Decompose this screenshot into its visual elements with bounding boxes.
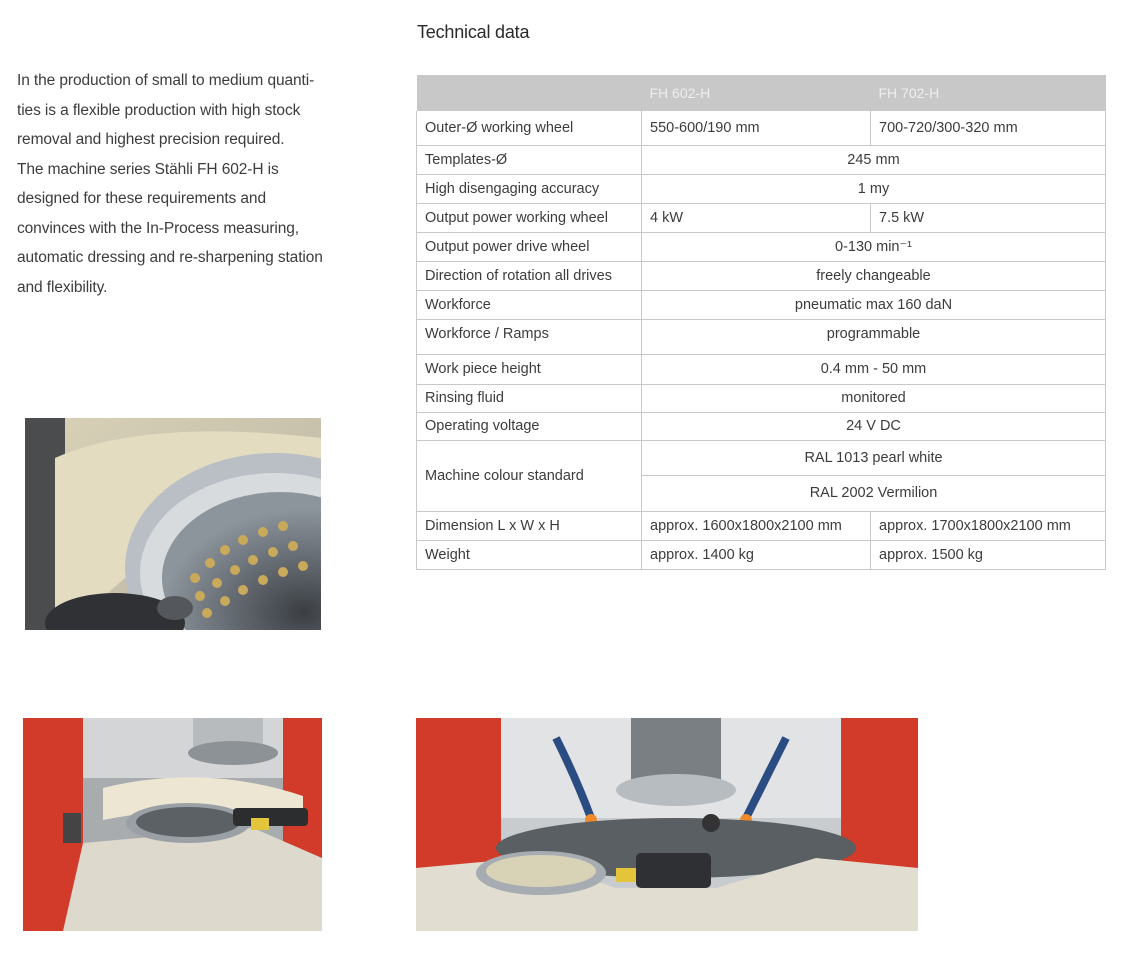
row-label: Direction of rotation all drives [417, 261, 642, 290]
intro-line: removal and highest precision required. [17, 131, 285, 148]
row-label: Output power working wheel [417, 203, 642, 232]
row-value-b: approx. 1700x1800x2100 mm [871, 511, 1106, 540]
row-value: RAL 2002 Vermilion [642, 475, 1106, 511]
photo-machine-front [416, 718, 918, 931]
row-label: Workforce [417, 290, 642, 319]
photo-machine-front-image [416, 718, 918, 931]
table-row [417, 384, 1106, 412]
table-row [417, 440, 1106, 475]
table-row [417, 145, 1106, 174]
row-label: Weight [417, 540, 642, 569]
intro-paragraph [17, 66, 329, 302]
table-header-row [417, 75, 1106, 111]
photo-machine-table [23, 718, 322, 931]
photo-wheel-closeup-image [25, 418, 321, 630]
intro-line: ties is a flexible production with high stock [17, 101, 301, 119]
table-row [417, 540, 1106, 569]
table-row [417, 511, 1106, 540]
row-value: programmable [642, 319, 1106, 354]
row-label: Dimension L x W x H [417, 511, 642, 540]
row-value: RAL 1013 pearl white [642, 440, 1106, 475]
row-value-b: 700-720/300-320 mm [871, 111, 1106, 145]
row-value-a: 4 kW [642, 203, 871, 232]
row-value: monitored [642, 384, 1106, 412]
table-row [417, 261, 1106, 290]
intro-line: and flexibility. [17, 278, 108, 296]
row-value-a: approx. 1600x1800x2100 mm [642, 511, 871, 540]
intro-line: automatic dressing and re-sharpening station [17, 249, 323, 266]
intro-line: In the production of small to medium quanti- [17, 72, 315, 89]
photo-wheel-closeup [25, 418, 321, 630]
intro-line: convinces with the In-Process measuring, [17, 219, 300, 237]
row-label: Templates-Ø [417, 145, 642, 174]
row-value: 24 V DC [642, 412, 1106, 440]
row-label: Rinsing fluid [417, 384, 642, 412]
technical-data-table [416, 75, 1106, 570]
row-value: 0.4 mm - 50 mm [642, 354, 1106, 384]
row-label: High disengaging accuracy [417, 174, 642, 203]
row-label: Work piece height [417, 354, 642, 384]
intro-line: The machine series Stähli FH 602-H is [17, 160, 279, 178]
row-label: Machine colour standard [417, 440, 642, 511]
table-row [417, 232, 1106, 261]
row-label: Outer-Ø working wheel [417, 111, 642, 145]
photo-machine-table-image [23, 718, 322, 931]
row-value: pneumatic max 160 daN [642, 290, 1106, 319]
row-value: 0-130 min⁻¹ [642, 232, 1106, 261]
row-label: Workforce / Ramps [417, 319, 642, 354]
section-title: Technical data [417, 22, 530, 42]
header-fh702: FH 702-H [871, 75, 1106, 111]
row-value-b: 7.5 kW [871, 203, 1106, 232]
intro-line: designed for these requirements and [17, 190, 266, 207]
table-row [417, 412, 1106, 440]
row-value: 1 my [642, 174, 1106, 203]
table-row [417, 111, 1106, 145]
row-value: freely changeable [642, 261, 1106, 290]
table-row [417, 319, 1106, 354]
table-row [417, 290, 1106, 319]
table-row [417, 203, 1106, 232]
row-value-a: approx. 1400 kg [642, 540, 871, 569]
row-label: Output power drive wheel [417, 232, 642, 261]
table-row [417, 174, 1106, 203]
table-row [417, 354, 1106, 384]
header-empty [417, 75, 642, 111]
row-value-a: 550-600/190 mm [642, 111, 871, 145]
row-value-b: approx. 1500 kg [871, 540, 1106, 569]
row-label: Operating voltage [417, 412, 642, 440]
row-value: 245 mm [642, 145, 1106, 174]
header-fh602: FH 602-H [642, 75, 871, 111]
